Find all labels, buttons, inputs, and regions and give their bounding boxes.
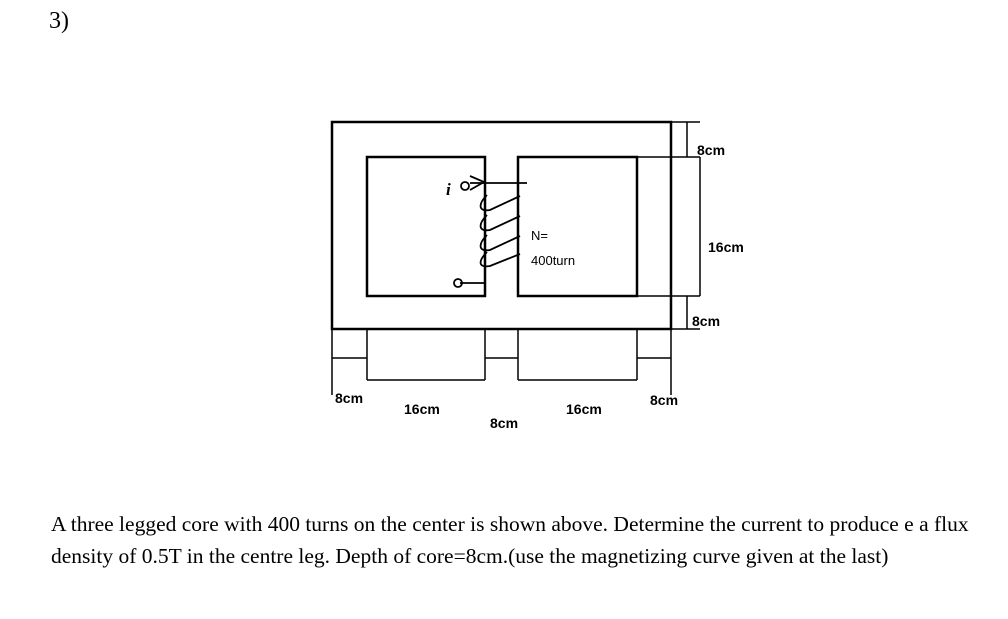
coil-winding (454, 176, 527, 287)
core-left-window (367, 157, 485, 296)
core-right-window (518, 157, 637, 296)
dim-bottom-4: 16cm (566, 401, 602, 417)
dim-bottom-right: 8cm (692, 313, 721, 329)
coil-label-n: N= (531, 228, 548, 243)
dim-bottom-2: 16cm (404, 401, 440, 417)
question-number: 3) (49, 8, 69, 34)
current-symbol: i (446, 180, 451, 199)
dim-bottom-5: 8cm (650, 392, 679, 408)
right-dimension-lines (637, 122, 700, 329)
problem-statement (51, 508, 991, 572)
problem-text: A three legged core with 400 turns on the center is shown above. Determine the current to produce e a flux density of 0.5T in the centre leg. Depth of core=8cm.(use the magnetizing curve given at the last) (51, 512, 969, 568)
dim-bottom-3: 8cm (490, 415, 519, 431)
coil-label-turns: 400turn (531, 253, 576, 268)
bottom-dimension-lines (332, 329, 671, 395)
dim-right-middle: 16cm (708, 239, 744, 255)
dim-bottom-1: 8cm (335, 390, 364, 406)
dim-top-right: 8cm (697, 142, 726, 158)
